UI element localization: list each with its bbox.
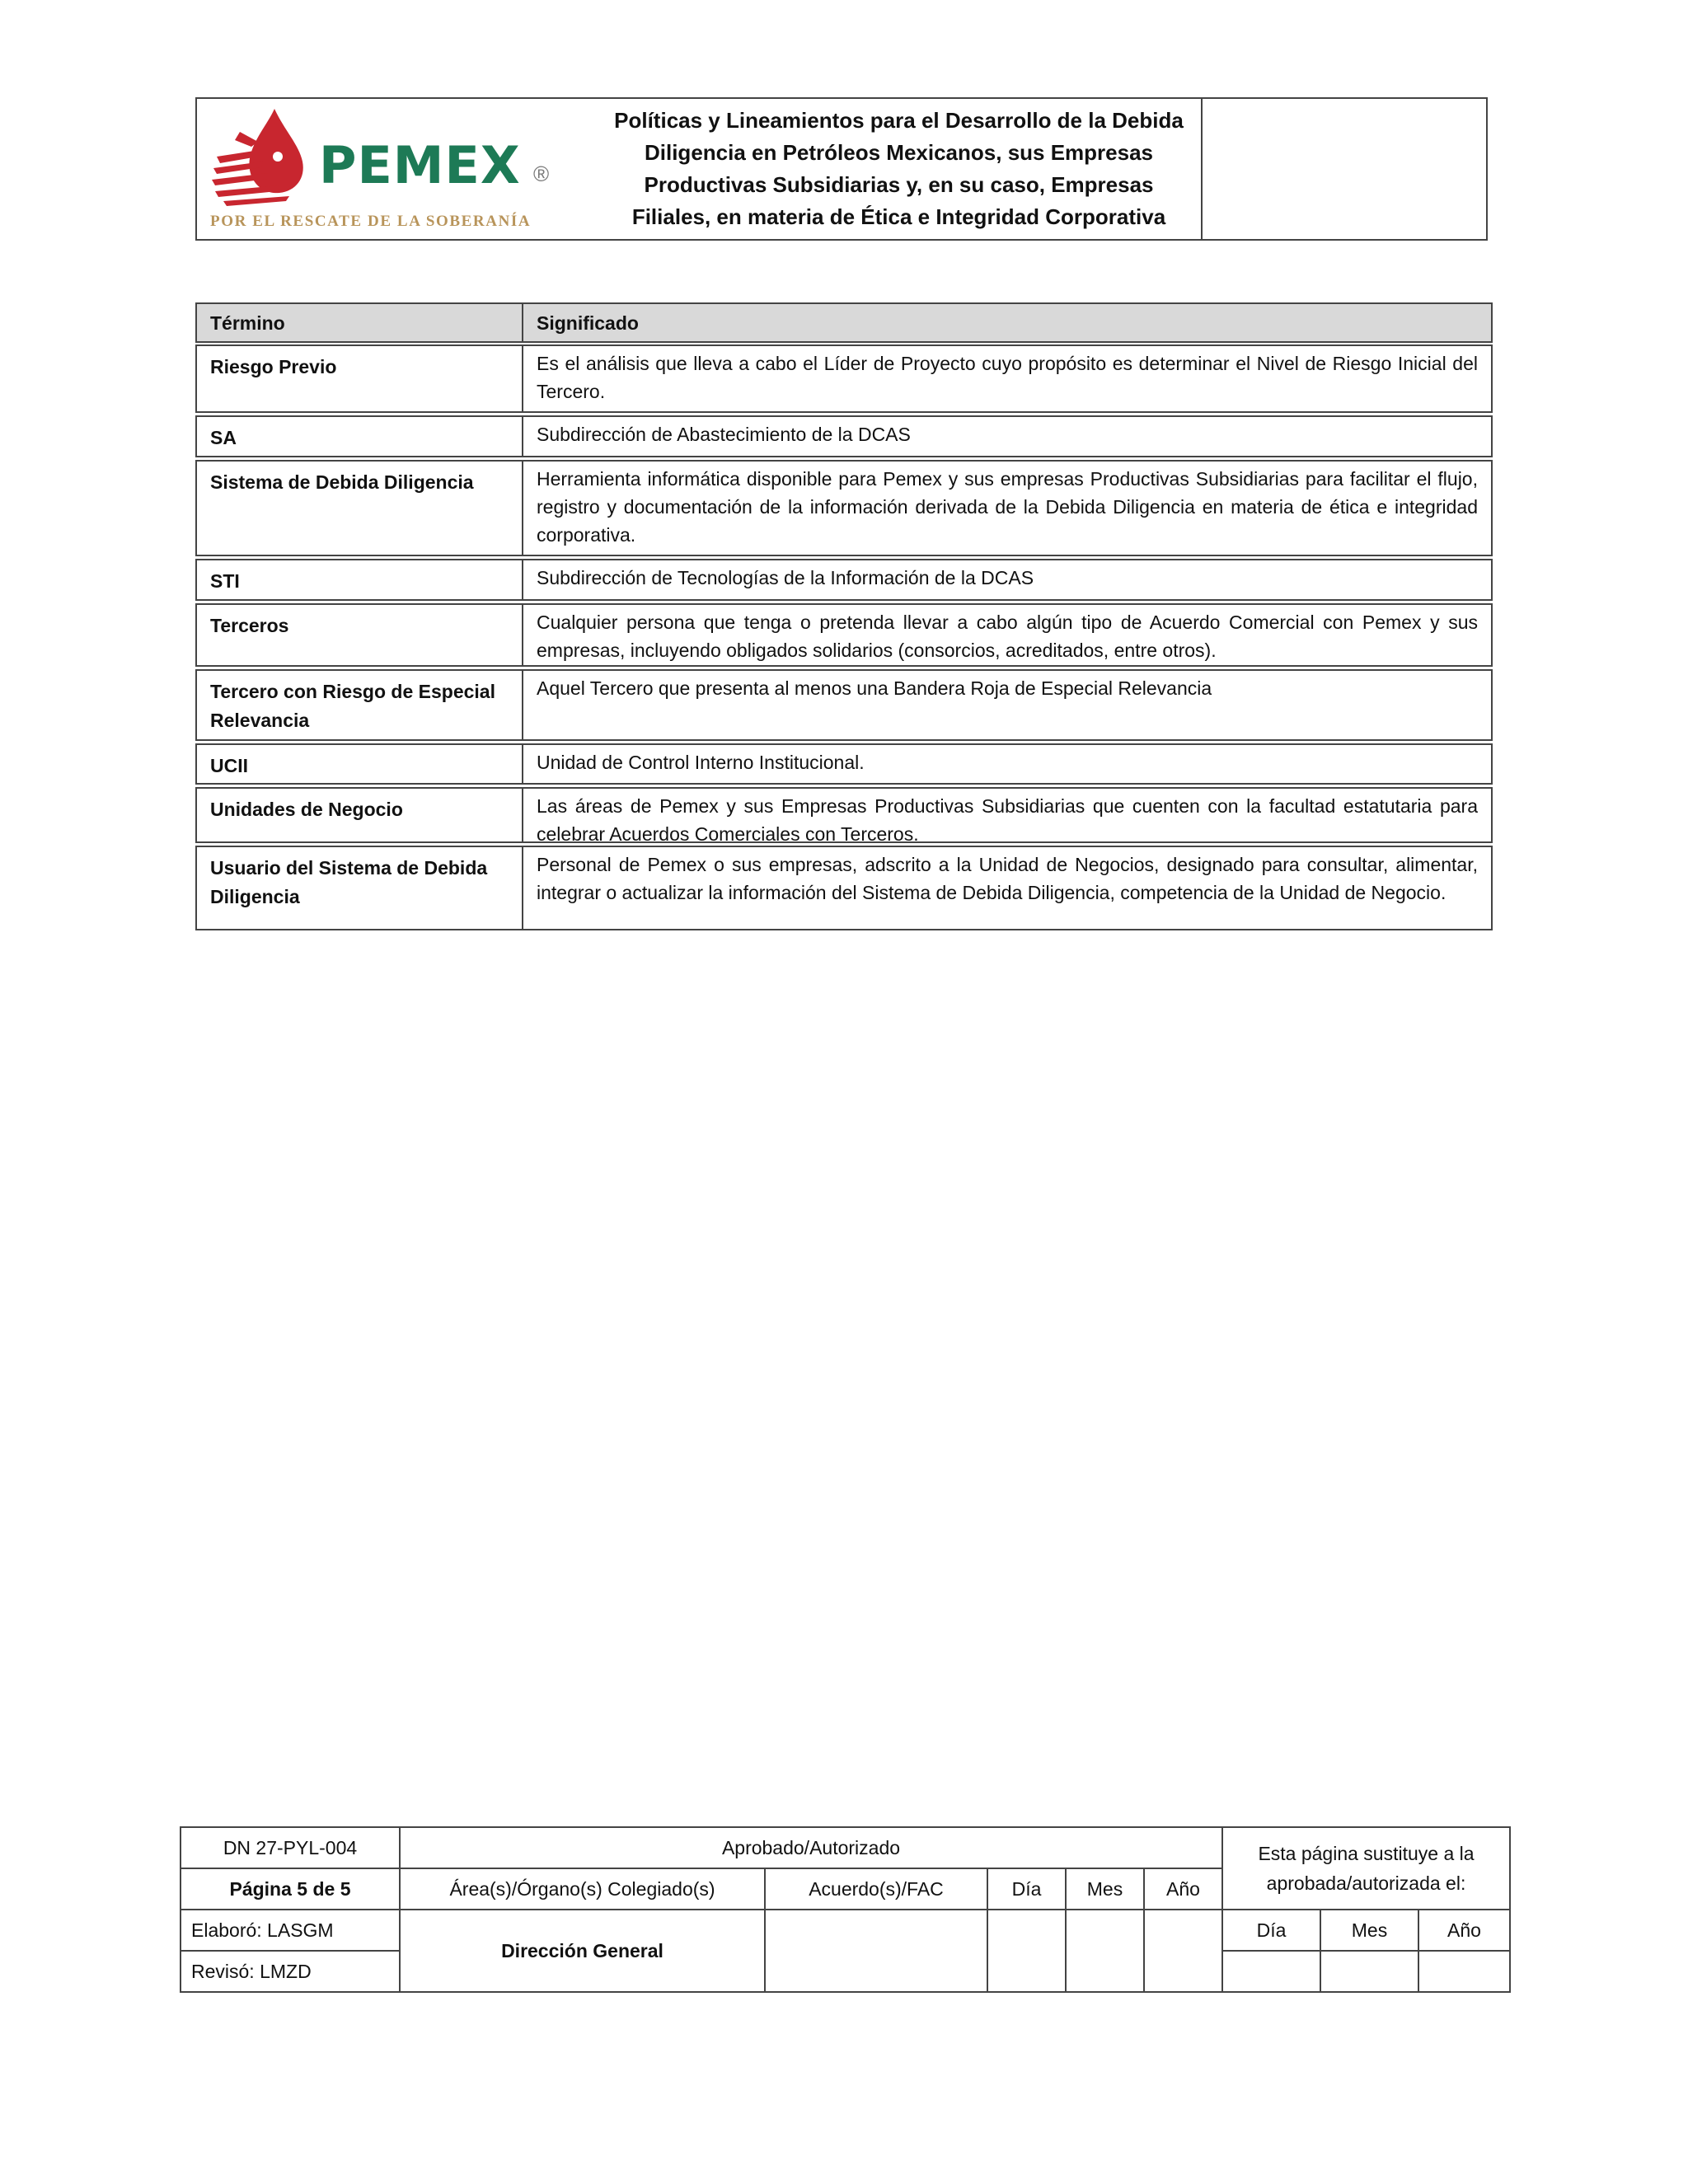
area-value: Dirección General (400, 1910, 765, 1992)
document-header (195, 97, 1488, 241)
table-row (195, 344, 1493, 413)
meaning-cell: Cualquier persona que tenga o pretenda llevar a cabo algún tipo de Acuerdo Comercial con Pemex y sus empresas, incluyendo obligados solidarios (consorcios, acreditados, entre otros). (537, 612, 1478, 661)
meaning-cell: Subdirección de Abastecimiento de la DCAS (537, 424, 911, 445)
logo-wordmark: PEMEX (319, 135, 521, 195)
table-row (195, 415, 1493, 457)
document-title: Políticas y Lineamientos para el Desarrollo de la Debida Diligencia en Petróleos Mexicanos, sus Empresas Productivas Subsidiarias y, en su caso, Empresas Filiales, en materia de Ética e Integridad Corporativa (597, 99, 1203, 239)
meaning-cell: Subdirección de Tecnologías de la Información de la DCAS (537, 567, 1034, 588)
term-cell: Riesgo Previo (197, 346, 523, 411)
logo-slogan: POR EL RESCATE DE LA SOBERANÍA (210, 213, 532, 230)
pemex-logo (197, 99, 597, 239)
term-cell: Terceros (197, 605, 523, 665)
replaces-note: Esta página sustituye a la aprobada/autorizada el: (1222, 1827, 1510, 1910)
day-header: Día (987, 1868, 1066, 1910)
prepared-by: Elaboró: LASGM (181, 1910, 400, 1951)
header-blank-cell (1203, 99, 1486, 239)
agreement-header: Acuerdo(s)/FAC (765, 1868, 987, 1910)
replaced-year-header: Año (1418, 1910, 1510, 1951)
meaning-cell: Las áreas de Pemex y sus Empresas Productivas Subsidiarias que cuenten con la facultad estatutaria para celebrar Acuerdos Comerciales con Terceros. (537, 795, 1478, 845)
table-row (195, 559, 1493, 601)
term-cell: Usuario del Sistema de Debida Diligencia (197, 847, 523, 929)
approved-header: Aprobado/Autorizado (400, 1827, 1222, 1868)
year-value (1144, 1910, 1222, 1992)
meaning-cell: Personal de Pemex o sus empresas, adscrito a la Unidad de Negocios, designado para consultar, alimentar, integrar o actualizar la información del Sistema de Debida Diligencia, competencia de la Unidad de Negocio. (537, 854, 1478, 903)
approval-footer-table (180, 1826, 1511, 1993)
glossary-table (195, 302, 1493, 933)
term-cell: Unidades de Negocio (197, 789, 523, 841)
replaced-month-header: Mes (1320, 1910, 1418, 1951)
table-row (195, 787, 1493, 843)
term-cell: UCII (197, 745, 523, 783)
pemex-eagle-icon (210, 107, 317, 210)
column-header-meaning: Significado (537, 312, 639, 334)
term-cell: STI (197, 560, 523, 599)
replaced-month-value (1320, 1951, 1418, 1992)
replaced-day-value (1222, 1951, 1320, 1992)
year-header: Año (1144, 1868, 1222, 1910)
month-header: Mes (1066, 1868, 1144, 1910)
meaning-cell: Unidad de Control Interno Institucional. (537, 752, 865, 773)
meaning-cell: Herramienta informática disponible para Pemex y sus empresas Productivas Subsidiarias para facilitar el flujo, registro y documentación de la información derivada de la Debida Diligencia en materia de ética e integridad corporativa. (537, 468, 1478, 546)
table-row (195, 743, 1493, 785)
table-row (195, 603, 1493, 667)
month-value (1066, 1910, 1144, 1992)
agreement-value (765, 1910, 987, 1992)
area-header: Área(s)/Órgano(s) Colegiado(s) (400, 1868, 765, 1910)
registered-mark: ® (533, 162, 550, 186)
day-value (987, 1910, 1066, 1992)
replaced-year-value (1418, 1951, 1510, 1992)
meaning-cell: Es el análisis que lleva a cabo el Líder de Proyecto cuyo propósito es determinar el Nivel de Riesgo Inicial del Tercero. (537, 353, 1478, 402)
term-cell: Tercero con Riesgo de Especial Relevancia (197, 671, 523, 739)
reviewed-by: Revisó: LMZD (181, 1951, 400, 1992)
column-header-term: Término (197, 304, 523, 341)
table-row (195, 846, 1493, 930)
page-number: Página 5 de 5 (181, 1868, 400, 1910)
table-row (195, 669, 1493, 741)
glossary-header-row (195, 302, 1493, 343)
table-row (195, 460, 1493, 556)
meaning-cell: Aquel Tercero que presenta al menos una Bandera Roja de Especial Relevancia (537, 677, 1212, 699)
term-cell: Sistema de Debida Diligencia (197, 462, 523, 555)
term-cell: SA (197, 417, 523, 456)
doc-code: DN 27-PYL-004 (181, 1827, 400, 1868)
replaced-day-header: Día (1222, 1910, 1320, 1951)
